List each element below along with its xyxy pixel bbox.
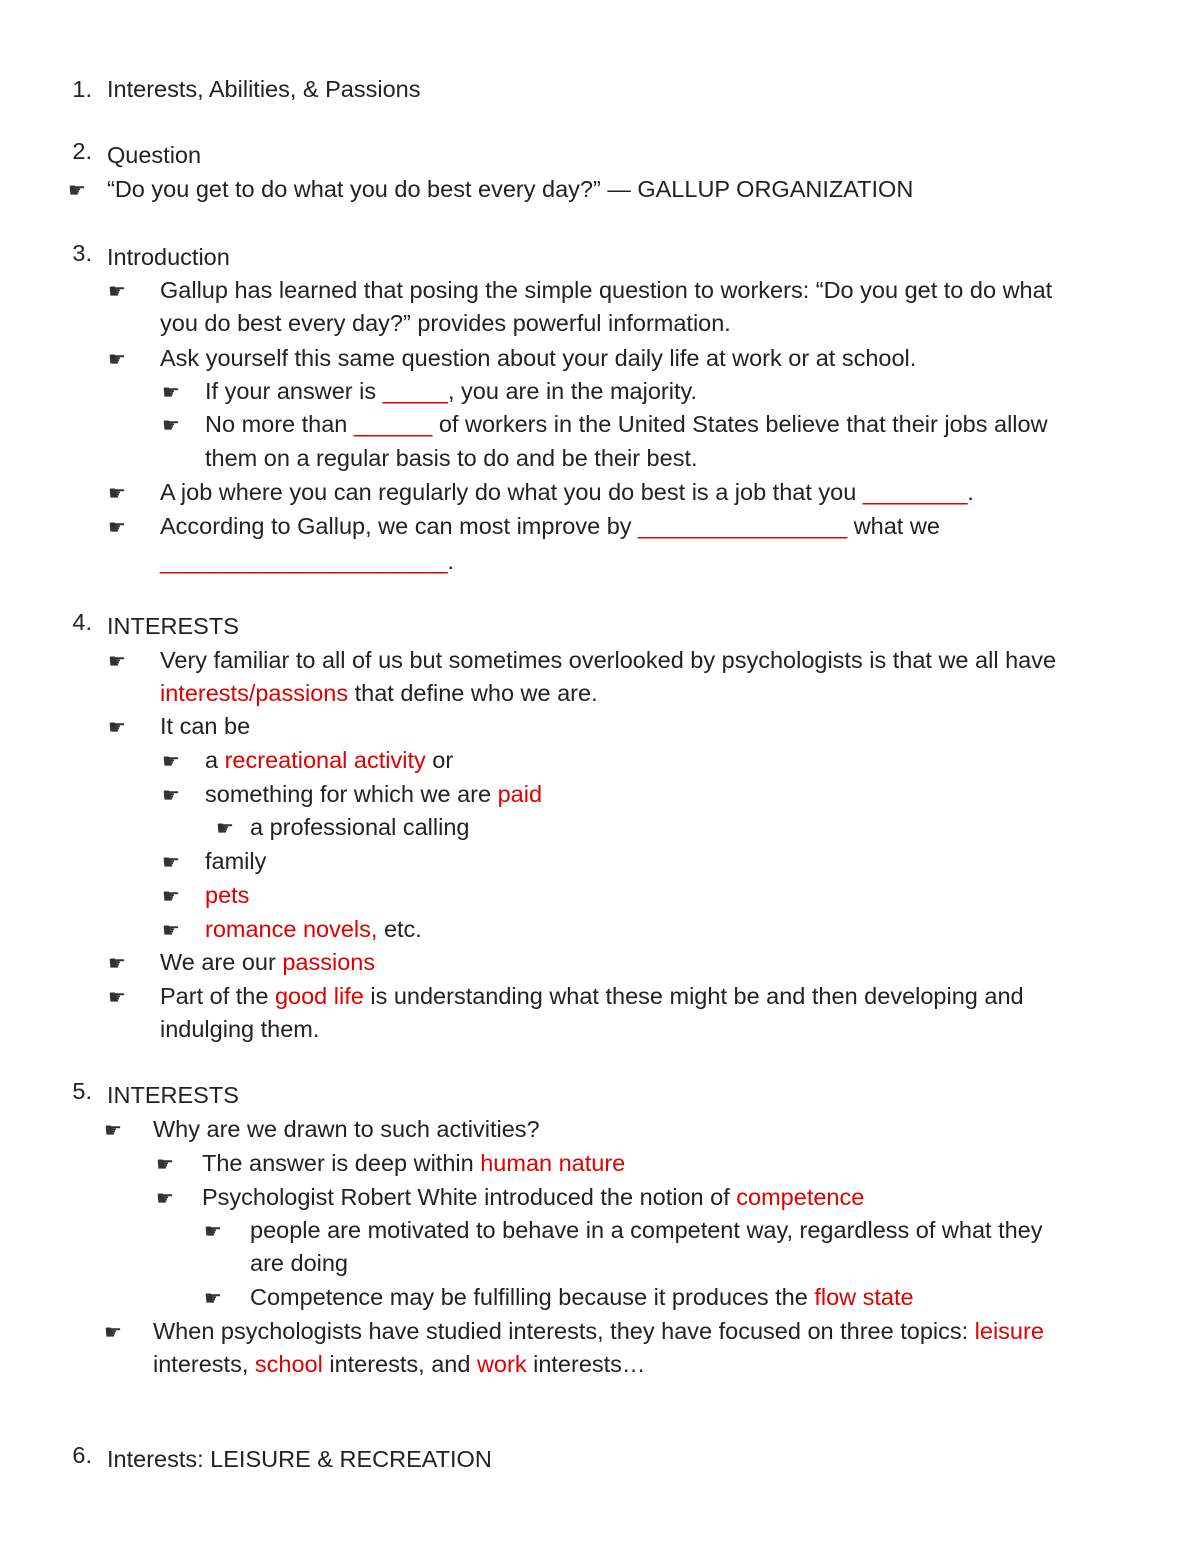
highlighted-term: school	[254, 1351, 323, 1377]
section-heading: Interests: LEISURE & RECREATION	[107, 1446, 492, 1472]
list-item: Psychologist Robert White introduced the notion of competence	[202, 1184, 865, 1210]
pointing-hand-icon: ☛	[162, 886, 180, 908]
fill-in-blank: ________________	[638, 513, 848, 539]
highlighted-term: interests/passions	[160, 680, 349, 706]
pointing-hand-icon: ☛	[108, 987, 126, 1009]
quote-text: “Do you get to do what you do best every day?” — GALLUP ORGANIZATION	[107, 176, 914, 202]
fill-in-blank: ______________________	[160, 548, 448, 574]
section-heading: INTERESTS	[107, 1082, 239, 1108]
pointing-hand-icon: ☛	[108, 281, 126, 303]
pointing-hand-icon: ☛	[108, 483, 126, 505]
highlighted-term: work	[476, 1351, 527, 1377]
highlighted-term: passions	[282, 949, 376, 975]
pointing-hand-icon: ☛	[108, 517, 126, 539]
pointing-hand-icon: ☛	[162, 382, 180, 404]
list-item: family	[205, 848, 267, 874]
highlighted-term: good life	[274, 983, 364, 1009]
list-item: The answer is deep within human nature	[202, 1150, 626, 1176]
highlighted-term: human nature	[480, 1150, 626, 1176]
list-item: A job where you can regularly do what you do best is a job that you ________.	[160, 479, 974, 505]
highlighted-term: leisure	[974, 1318, 1044, 1344]
list-item: When psychologists have studied interests, they have focused on three topics: leisure	[153, 1318, 1044, 1344]
list-item-continued: interests/passions that define who we are.	[160, 680, 598, 706]
highlighted-term: competence	[736, 1184, 865, 1210]
list-item: Part of the good life is understanding what these might be and then developing and	[160, 983, 1024, 1009]
list-item-continued: you do best every day?” provides powerful information.	[160, 310, 731, 336]
list-item: a recreational activity or	[205, 747, 454, 773]
pointing-hand-icon: ☛	[108, 651, 126, 673]
section-number: 1.	[72, 76, 92, 102]
pointing-hand-icon: ☛	[68, 180, 86, 202]
highlighted-term: pets	[205, 882, 250, 908]
list-item: Very familiar to all of us but sometimes overlooked by psychologists is that we all have	[160, 647, 1057, 673]
section-number: 3.	[72, 240, 92, 266]
pointing-hand-icon: ☛	[104, 1322, 122, 1344]
list-item: something for which we are paid	[205, 781, 543, 807]
list-item: Why are we drawn to such activities?	[153, 1116, 540, 1142]
list-item-continued: interests, school interests, and work interests…	[153, 1351, 646, 1377]
list-item: people are motivated to behave in a competent way, regardless of what they	[250, 1217, 1043, 1243]
highlighted-term: romance novels,	[205, 916, 378, 942]
section-number: 5.	[72, 1078, 92, 1104]
list-item: It can be	[160, 713, 251, 739]
section-number: 2.	[72, 138, 92, 164]
list-item-continued: them on a regular basis to do and be their best.	[205, 445, 698, 471]
section-heading: INTERESTS	[107, 613, 239, 639]
pointing-hand-icon: ☛	[204, 1288, 222, 1310]
list-item: Ask yourself this same question about your daily life at work or at school.	[160, 345, 917, 371]
pointing-hand-icon: ☛	[156, 1154, 174, 1176]
fill-in-blank: ______	[353, 411, 433, 437]
highlighted-term: recreational activity	[224, 747, 426, 773]
list-item: Competence may be fulfilling because it produces the flow state	[250, 1284, 914, 1310]
fill-in-blank: ________	[862, 479, 968, 505]
pointing-hand-icon: ☛	[162, 785, 180, 807]
pointing-hand-icon: ☛	[162, 751, 180, 773]
pointing-hand-icon: ☛	[108, 349, 126, 371]
pointing-hand-icon: ☛	[162, 852, 180, 874]
list-item: Gallup has learned that posing the simple question to workers: “Do you get to do what	[160, 277, 1053, 303]
pointing-hand-icon: ☛	[108, 717, 126, 739]
list-item-continued: indulging them.	[160, 1016, 320, 1042]
list-item-continued: ______________________.	[160, 548, 455, 574]
section-heading: Question	[107, 142, 202, 168]
list-item: No more than ______ of workers in the United States believe that their jobs allow	[205, 411, 1048, 437]
pointing-hand-icon: ☛	[104, 1120, 122, 1142]
list-item: We are our passions	[160, 949, 376, 975]
section-number: 6.	[72, 1442, 92, 1468]
pointing-hand-icon: ☛	[162, 415, 180, 437]
list-item: romance novels, etc.	[205, 916, 422, 942]
list-item: a professional calling	[250, 814, 470, 840]
list-item: If your answer is _____, you are in the majority.	[205, 378, 698, 404]
pointing-hand-icon: ☛	[156, 1188, 174, 1210]
pointing-hand-icon: ☛	[162, 920, 180, 942]
list-item	[205, 878, 249, 912]
section-number: 4.	[72, 609, 92, 635]
pointing-hand-icon: ☛	[204, 1221, 222, 1243]
pointing-hand-icon: ☛	[108, 953, 126, 975]
list-item: According to Gallup, we can most improve by ________________ what we	[160, 513, 940, 539]
list-item-continued: are doing	[250, 1250, 348, 1276]
section-heading: Introduction	[107, 244, 230, 270]
highlighted-term: flow state	[814, 1284, 914, 1310]
fill-in-blank: _____	[382, 378, 448, 404]
pointing-hand-icon: ☛	[216, 818, 234, 840]
section-heading: Interests, Abilities, & Passions	[107, 76, 421, 102]
highlighted-term: paid	[497, 781, 543, 807]
